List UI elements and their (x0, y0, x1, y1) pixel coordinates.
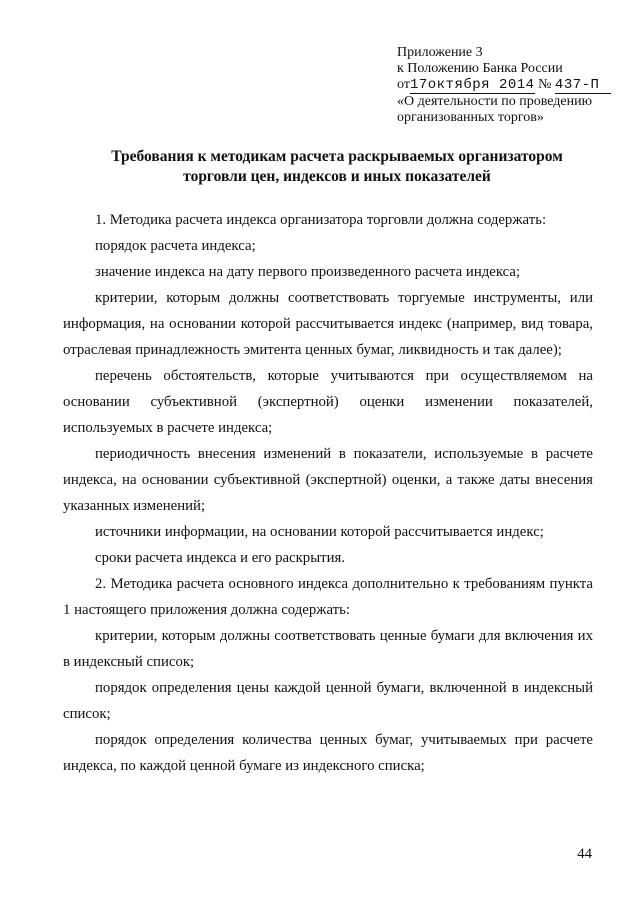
regulation-reference: к Положению Банка России (397, 61, 563, 76)
document-body (63, 207, 593, 779)
paragraph-3: значение индекса на дату первого произведенного расчета индекса; (95, 264, 521, 280)
paragraph-10: критерии, которым должны соответствовать ценные бумаги для включения их в индексный список; (63, 628, 593, 670)
paragraph-11: порядок определения цены каждой ценной бумаги, включенной в индексный список; (63, 680, 593, 722)
page-number: 44 (577, 846, 592, 862)
paragraph-2: порядок расчета индекса; (95, 238, 256, 254)
order-reference (397, 77, 617, 94)
order-number-prefix: № (538, 77, 552, 92)
document-title-line2: торговли цен, индексов и иных показателей (183, 168, 491, 185)
paragraph-4: критерии, которым должны соответствовать торгуемые инструменты, или информация, на основании которой рассчитывается индекс (например, вид товара, отраслевая принадлежность эмитента ценных бумаг, ликвидность и так далее); (63, 290, 593, 358)
paragraph-12: порядок определения количества ценных бумаг, учитываемых при расчете индекса, по каждой ценной бумаге из индексного списка; (63, 732, 593, 774)
order-date-prefix: от (397, 77, 410, 92)
order-number: 437-П (555, 77, 611, 94)
paragraph-1: 1. Методика расчета индекса организатора торговли должна содержать: (95, 212, 547, 228)
paragraph-8: сроки расчета индекса и его раскрытия. (95, 550, 346, 566)
document-title (92, 147, 582, 187)
paragraph-6: периодичность внесения изменений в показатели, используемые в расчете индекса, на основании субъективной (экспертной) оценки, а также даты внесения указанных изменений; (63, 446, 593, 514)
regulation-title-line1: «О деятельности по проведению (397, 94, 593, 109)
paragraph-9: 2. Методика расчета основного индекса дополнительно к требованиям пункта 1 настоящего приложения должна содержать: (63, 576, 593, 618)
order-date: 17октября 2014 (409, 77, 535, 93)
appendix-header (397, 45, 617, 126)
regulation-title-line2: организованных торгов» (397, 110, 544, 125)
document-title-line1: Требования к методикам расчета раскрываемых организатором (111, 148, 563, 165)
appendix-label: Приложение 3 (397, 45, 483, 60)
paragraph-7: источники информации, на основании которой рассчитывается индекс; (95, 524, 544, 540)
paragraph-5: перечень обстоятельств, которые учитываются при осуществляемом на основании субъективной (экспертной) оценки изменении показателей, используемых в расчете индекса; (63, 368, 593, 436)
